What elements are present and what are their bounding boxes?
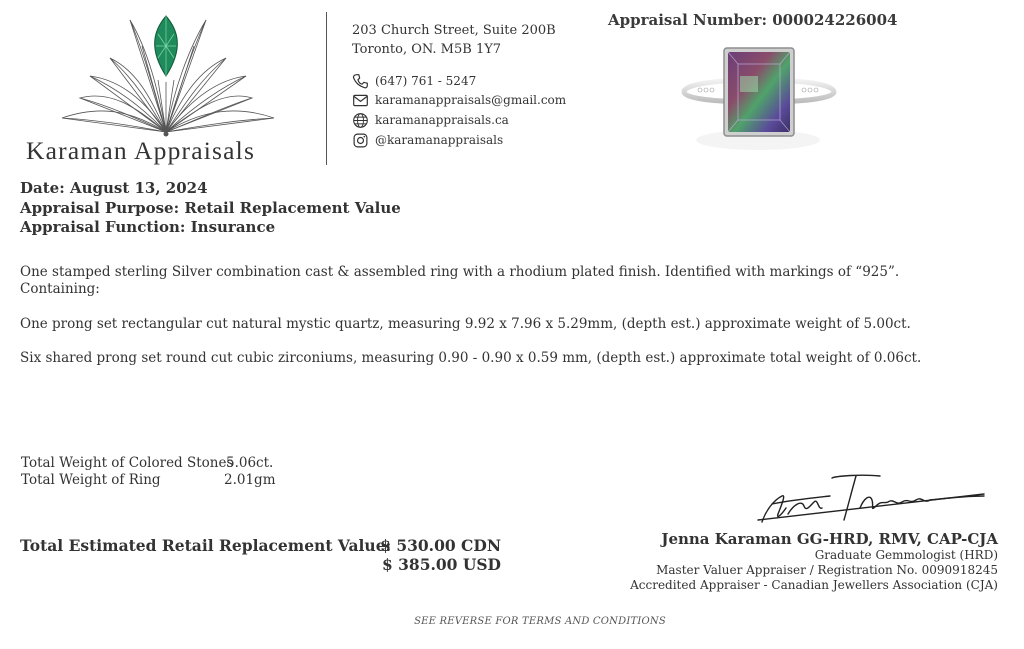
logo-gem-icon [50, 10, 286, 140]
phone-text: (647) 761 - 5247 [375, 74, 477, 88]
description-paragraph-1 [20, 264, 1010, 298]
mail-icon [352, 92, 369, 109]
total-value-label: Total Estimated Retail Replacement Value: [20, 536, 392, 555]
appraiser-signature [752, 470, 988, 532]
ring-photo [676, 40, 840, 158]
website-row [352, 111, 509, 129]
description-paragraph-3: Six shared prong set round cut cubic zirconiums, measuring 0.90 - 0.90 x 0.59 mm, (depth est.) approximate total weight of 0.06ct. [20, 350, 922, 366]
description-paragraph-2: One prong set rectangular cut natural mystic quartz, measuring 9.92 x 7.96 x 5.29mm, (depth est.) approximate weight of 5.00ct. [20, 316, 911, 332]
appraisal-date: Date: August 13, 2024 [20, 179, 208, 197]
appraiser-credential-2: Master Valuer Appraiser / Registration No. 0090918245 [656, 563, 998, 577]
phone-icon [352, 73, 369, 90]
appraisal-function: Appraisal Function: Insurance [20, 218, 276, 236]
appraiser-name: Jenna Karaman GG-HRD, RMV, CAP-CJA [661, 530, 998, 548]
appraiser-credential-1: Graduate Gemmologist (HRD) [814, 548, 998, 562]
appraisal-number: Appraisal Number: 000024226004 [608, 11, 898, 29]
colored-stones-weight-value: 5.06ct. [226, 455, 274, 471]
website-link[interactable]: karamanappraisals.ca [375, 113, 509, 127]
colored-stones-weight-label: Total Weight of Colored Stones [21, 455, 234, 471]
description-line-2: Containing: [20, 281, 100, 297]
globe-icon [352, 112, 369, 129]
terms-note: SEE REVERSE FOR TERMS AND CONDITIONS [414, 616, 666, 627]
address-line-1: 203 Church Street, Suite 200B [352, 23, 556, 38]
instagram-row [352, 131, 503, 149]
address-line-2: Toronto, ON. M5B 1Y7 [352, 42, 502, 57]
header-divider [326, 12, 327, 165]
brand-name: Karaman Appraisals [26, 136, 256, 165]
email-row [352, 91, 566, 109]
instagram-icon [352, 132, 369, 149]
value-usd: $ 385.00 USD [381, 555, 501, 574]
description-line-1: One stamped sterling Silver combination cast & assembled ring with a rhodium plated finish. Identified with markings of “925”. [20, 264, 900, 280]
phone-row [352, 72, 476, 90]
ring-weight-label: Total Weight of Ring [21, 472, 161, 488]
value-cad: $ 530.00 CDN [380, 536, 501, 555]
instagram-handle[interactable]: @karamanappraisals [375, 133, 504, 147]
appraisal-purpose: Appraisal Purpose: Retail Replacement Value [20, 199, 401, 217]
appraiser-credential-3: Accredited Appraiser - Canadian Jewellers Association (CJA) [630, 578, 998, 592]
ring-weight-value: 2.01gm [224, 472, 276, 488]
email-link[interactable]: karamanappraisals@gmail.com [375, 93, 567, 107]
